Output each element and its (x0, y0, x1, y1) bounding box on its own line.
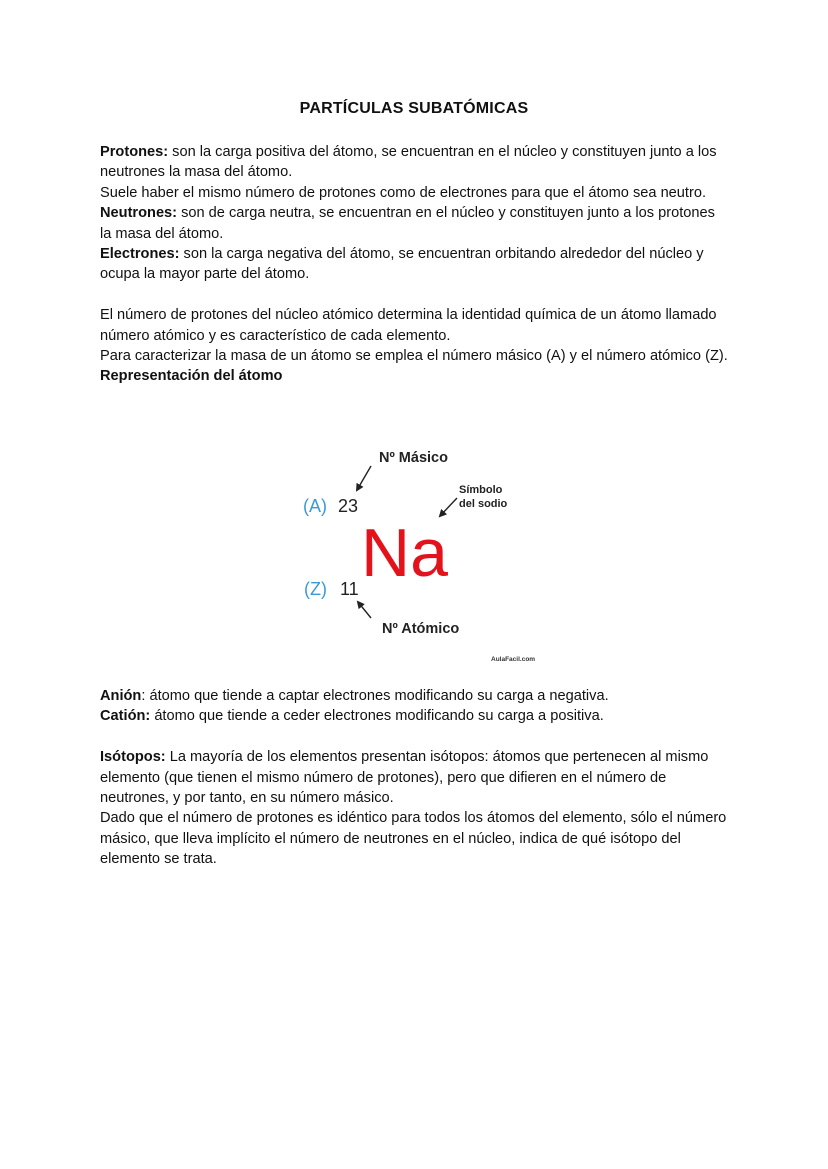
a-label: (A) (303, 496, 327, 516)
isotopos-text: La mayoría de los elementos presentan isótopos: átomos que pertenecen al mismo elemento (que tienen el mismo número de protones), pero que difieren en el número de neutrones, y por tanto, en su número másico. (100, 749, 709, 807)
intro-section (100, 142, 730, 387)
isotopos-note: Dado que el número de protones es idéntico para todos los átomos del elemento, sólo el número másico, que lleva implícito el número de neutrones en el núcleo, indica de qué isótopo del elemento se trata. (100, 810, 727, 868)
z-label: (Z) (304, 579, 327, 599)
anion-text: : átomo que tiende a captar electrones modificando su carga a negativa. (141, 688, 609, 704)
atomic-number-label: Nº Atómico (382, 621, 460, 637)
representacion-heading-text: Representación del átomo (100, 368, 283, 385)
mass-number-arrow (357, 466, 371, 490)
atom-representation-figure (287, 432, 539, 668)
symbol-label-line2: del sodio (459, 498, 508, 510)
mass-number-value: 23 (338, 496, 359, 516)
ions-isotopes-section (100, 686, 730, 870)
anion-term: Anión (100, 688, 142, 704)
cation-term: Catión: (100, 708, 151, 725)
atom-diagram (287, 432, 539, 668)
protones-term: Protones: (100, 144, 169, 160)
page-title: PARTÍCULAS SUBATÓMICAS (299, 100, 529, 117)
protones-note: Suele haber el mismo número de protones como de electrones para que el átomo sea neutro. (100, 184, 706, 201)
neutrones-text: son de carga neutra, se encuentran en el núcleo y constituyen junto a los protones la masa del átomo. (100, 205, 715, 242)
electrones-paragraph (100, 244, 730, 285)
neutrones-paragraph (100, 203, 730, 244)
protones-paragraph (100, 142, 730, 183)
isotopos-paragraph (100, 747, 730, 808)
atomic-number-arrow (358, 602, 371, 618)
numero-atomico-paragraph: El número de protones del núcleo atómico determina la identidad química de un átomo llamado número atómico y es característico de cada elemento. (100, 307, 717, 344)
mass-number-label: Nº Másico (379, 450, 448, 466)
electrones-text: son la carga negativa del átomo, se encuentran orbitando alrededor del núcleo y ocupa la mayor parte del átomo. (100, 246, 704, 283)
neutrones-term: Neutrones: (100, 205, 178, 222)
isotopos-term: Isótopos: (100, 749, 166, 766)
spacer (100, 285, 730, 305)
anion-paragraph (100, 686, 730, 706)
symbol-arrow (440, 498, 457, 516)
masa-paragraph: Para caracterizar la masa de un átomo se emplea el número másico (A) y el número atómico (Z). (100, 348, 728, 365)
spacer (100, 727, 730, 747)
figure-credit: AulaFacil.com (491, 656, 536, 663)
cation-paragraph (100, 706, 730, 726)
electrones-term: Electrones: (100, 246, 180, 263)
protones-text: son la carga positiva del átomo, se encuentran en el núcleo y constituyen junto a los neutrones la masa del átomo. (100, 144, 717, 181)
atomic-number-value: 11 (340, 579, 359, 599)
element-symbol: Na (361, 515, 448, 591)
symbol-label-line1: Símbolo (459, 484, 503, 496)
representacion-heading (100, 366, 730, 386)
cation-text: átomo que tiende a ceder electrones modificando su carga a positiva. (150, 708, 604, 725)
